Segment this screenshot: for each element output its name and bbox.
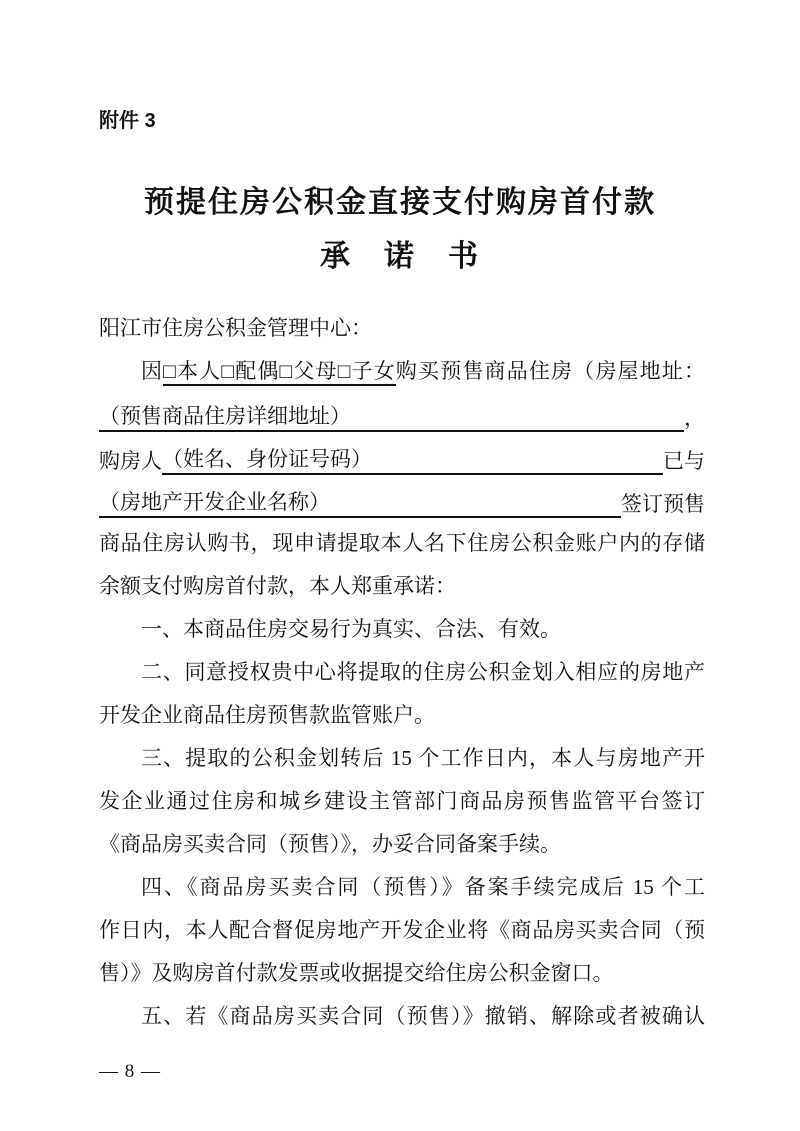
developer-name-line: [99, 479, 705, 522]
presale-address-trailing-comma: ，: [684, 406, 705, 430]
developer-trailing-text: 签订预售: [621, 492, 705, 516]
commitment-3-line-3: 《商品房买卖合同（预售）》，办妥合同备案手续。: [99, 832, 561, 856]
developer-name-label: （房地产开发企业名称）: [99, 491, 330, 518]
application-text-line-2: 余额支付购房首付款，本人郑重承诺：: [99, 574, 456, 598]
attachment-label: 附件 3: [99, 110, 156, 132]
buyer-identity-line: [99, 436, 705, 479]
presale-address-blank-underline: [351, 427, 684, 432]
buyer-trailing-text: 已与: [663, 449, 705, 473]
buyer-identity-blank-underline: [372, 470, 663, 475]
relationship-checkbox-line: [99, 350, 705, 393]
commitment-4-line-1: 四、《商品房买卖合同（预售）》备案手续完成后 15 个工: [141, 875, 705, 899]
document-title-line-2: 承 诺 书: [320, 240, 480, 273]
presale-address-label: （预售商品住房详细地址）: [99, 405, 351, 432]
commitment-3-line-2: 发企业通过住房和城乡建设主管部门商品房预售监管平台签订: [99, 789, 705, 813]
purchase-clause: 购买预售商品住房（房屋地址：: [395, 359, 705, 383]
document-title-line-1: 预提住房公积金直接支付购房首付款: [144, 186, 656, 219]
commitment-4-line-3: 售）》及购房首付款发票或收据提交给住房公积金窗口。: [99, 961, 614, 985]
commitment-2-line-2: 开发企业商品住房预售款监管账户。: [99, 703, 435, 727]
application-text-line-1: 商品住房认购书，现申请提取本人名下住房公积金账户内的存储: [99, 531, 705, 555]
commitment-1-line-1: 一、本商品住房交易行为真实、合法、有效。: [141, 617, 561, 641]
commitment-4-line-2: 作日内，本人配合督促房地产开发企业将《商品房买卖合同（预: [99, 918, 705, 942]
reason-prefix: 因: [141, 359, 164, 383]
commitment-2-line-1: 二、同意授权贵中心将提取的住房公积金划入相应的房地产: [141, 660, 705, 684]
relationship-checkbox-options: □本人□配偶□父母□子女: [163, 359, 396, 386]
developer-name-blank-underline: [330, 513, 621, 518]
commitment-3-line-1: 三、提取的公积金划转后 15 个工作日内，本人与房地产开: [141, 746, 705, 770]
commitment-5-line-1: 五、若《商品房买卖合同（预售）》撤销、解除或者被确认: [141, 1004, 705, 1028]
salutation-line: 阳江市住房公积金管理中心：: [99, 316, 372, 340]
buyer-prefix: 购房人: [99, 449, 162, 473]
document-body: [99, 307, 705, 1038]
page-number: — 8 —: [99, 1061, 161, 1082]
presale-address-line: [99, 393, 705, 436]
buyer-identity-label: （姓名、身份证号码）: [162, 448, 372, 475]
